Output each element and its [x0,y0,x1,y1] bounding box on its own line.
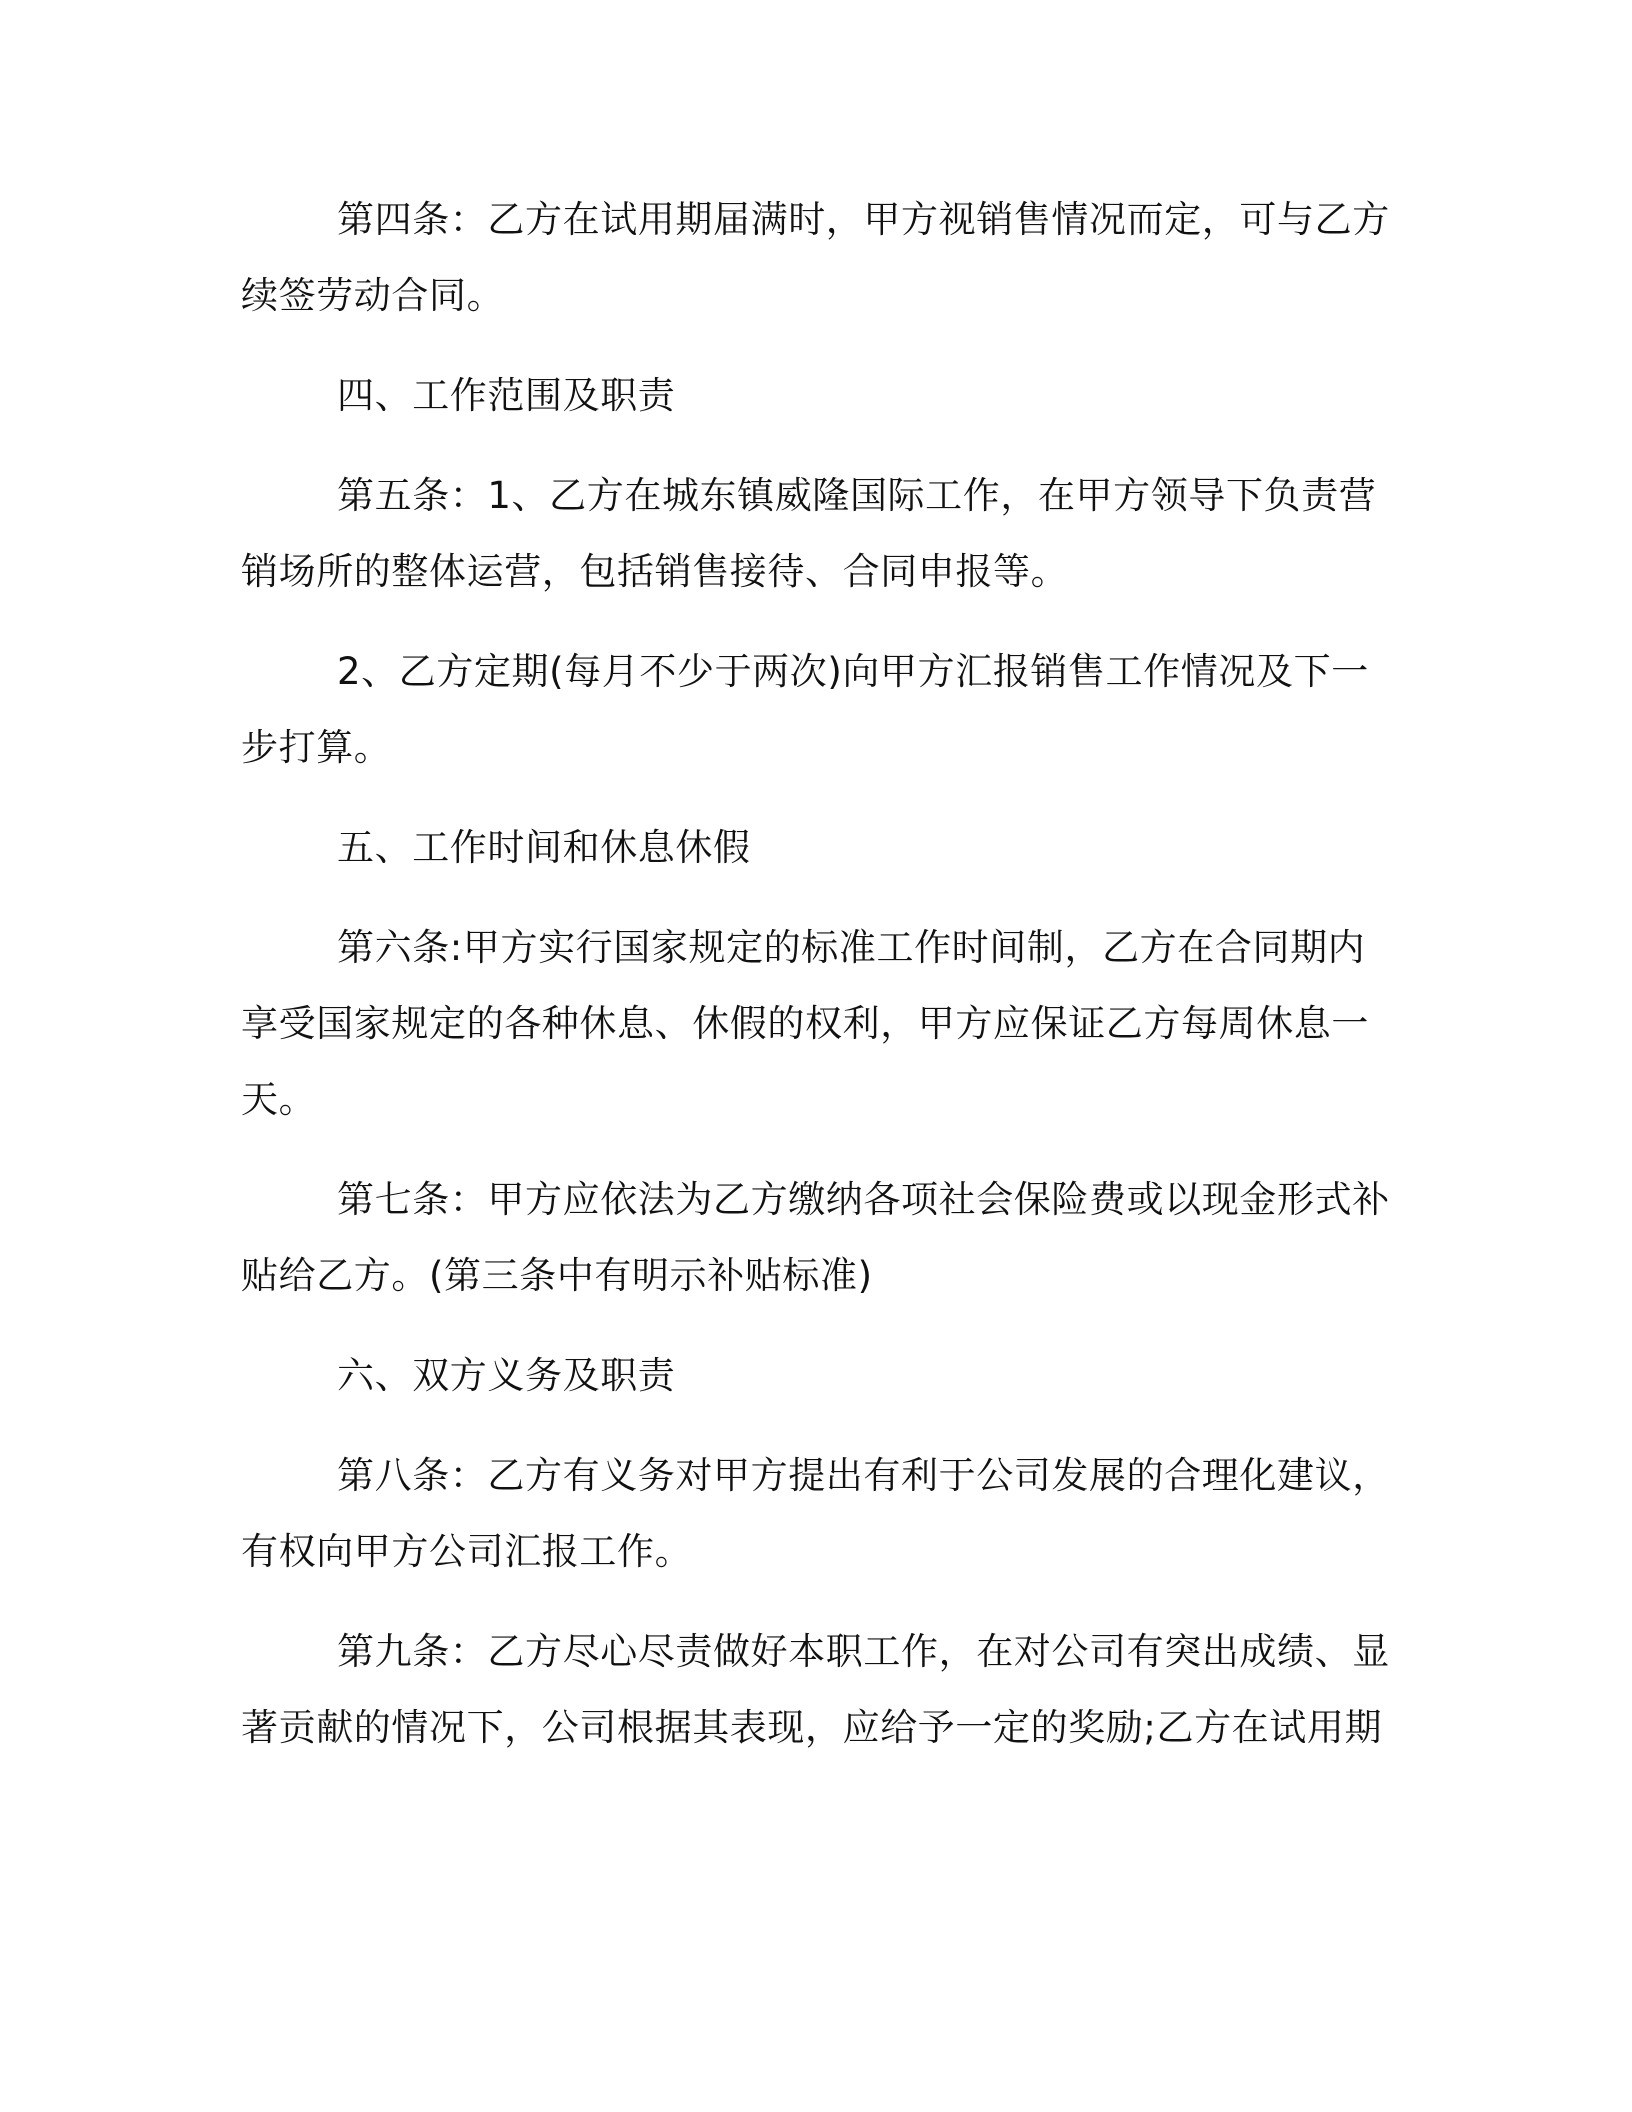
text-line: 第九条：乙方尽心尽责做好本职工作，在对公司有突出成绩、显 [337,1630,1390,1673]
text-line: 有权向甲方公司汇报工作。 [241,1530,693,1573]
clause-6 [241,910,1381,1138]
section-title: 六、双方义务及职责 [337,1354,676,1397]
text-line: 第五条：1、乙方在城东镇威隆国际工作，在甲方领导下负责营 [337,474,1377,517]
text-line: 第八条：乙方有义务对甲方提出有利于公司发展的合理化建议， [337,1454,1390,1497]
clause-7 [241,1162,1390,1314]
text-line: 贴给乙方。(第三条中有明示补贴标准) [241,1254,873,1297]
section-heading-6 [241,1338,1381,1414]
section-title: 四、工作范围及职责 [337,374,676,417]
clause-5-item-2 [241,634,1381,786]
section-heading-5 [241,810,1381,886]
text-line: 天。 [241,1078,317,1121]
document-body [241,182,1390,1790]
text-line: 第四条：乙方在试用期届满时，甲方视销售情况而定，可与乙方 [337,198,1390,241]
section-title: 五、工作时间和休息休假 [337,826,751,869]
text-line: 享受国家规定的各种休息、休假的权利，甲方应保证乙方每周休息一 [241,1002,1369,1045]
text-line: 步打算。 [241,726,392,769]
clause-8 [241,1438,1390,1590]
clause-5 [241,458,1381,610]
text-line: 第七条：甲方应依法为乙方缴纳各项社会保险费或以现金形式补 [337,1178,1390,1221]
text-line: 2、乙方定期(每月不少于两次)向甲方汇报销售工作情况及下一 [337,650,1369,693]
section-heading-4 [241,358,1381,434]
text-line: 续签劳动合同。 [241,274,505,317]
clause-4 [241,182,1390,334]
text-line: 著贡献的情况下，公司根据其表现，应给予一定的奖励;乙方在试用期 [241,1706,1383,1749]
clause-9 [241,1614,1390,1766]
text-line: 第六条:甲方实行国家规定的标准工作时间制，乙方在合同期内 [337,926,1366,969]
text-line: 销场所的整体运营，包括销售接待、合同申报等。 [241,550,1069,593]
